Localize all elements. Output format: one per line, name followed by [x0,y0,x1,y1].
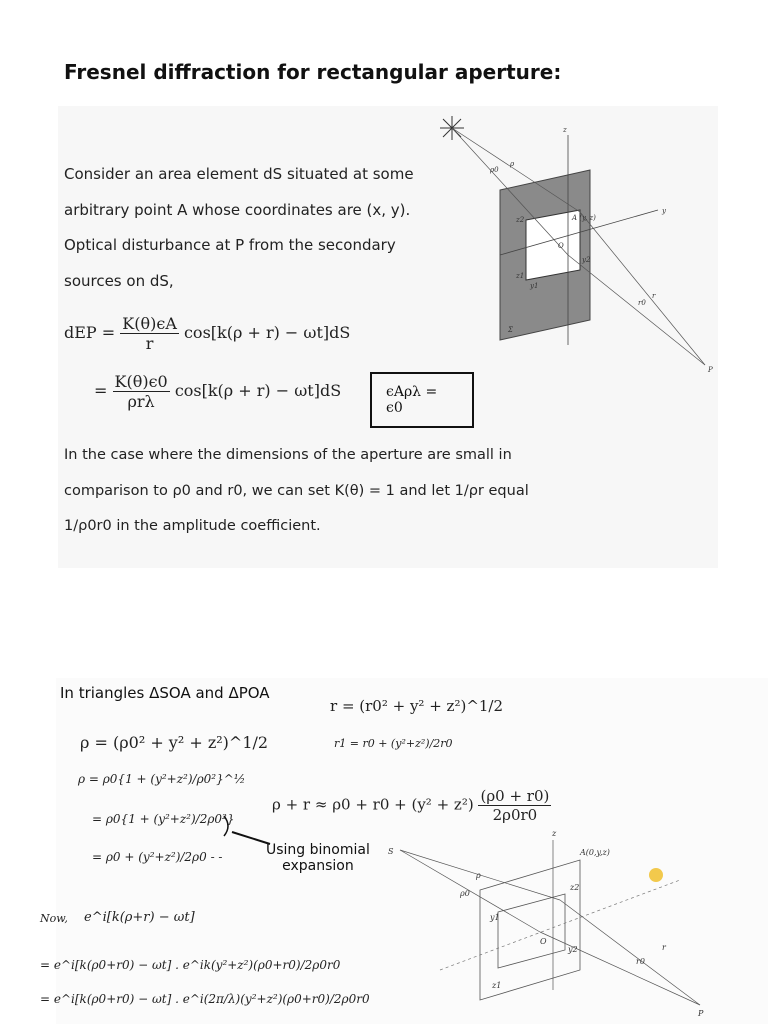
eq2-numerator: K(θ)ϵ0 [114,372,168,391]
label2-y2: y2 [568,945,578,954]
eq2-rest: cos[k(ρ + r) − ωt]dS [174,381,342,400]
eq1-denominator: r [145,334,154,353]
sum-fraction [478,787,551,824]
case-paragraph [64,438,664,545]
page-title: Fresnel diffraction for rectangular aperture: [64,60,562,84]
ray-r0-2 [540,932,700,1005]
rho-equation: ρ = (ρ0² + y² + z²)^1/2 [80,733,269,752]
emoji-icon [649,868,663,882]
equation-dEp [64,314,350,353]
sum-denominator: 2ρ0r0 [492,806,538,824]
label2-S: S [388,847,394,856]
label-O: O [558,242,564,250]
label-y: y [662,207,666,215]
hand-e2: = e^i[k(ρ0+r0) − ωt] . e^ik(y²+z²)(ρ0+r0)/2ρ0r0 [40,958,341,972]
eq2-denominator: ρrλ [127,392,155,411]
sum-numerator: (ρ0 + r0) [480,787,550,805]
case-line-1: In the case where the dimensions of the aperture are small in [64,447,512,463]
label-A: A (y, z) [572,214,596,222]
label2-A: A(0,y,z) [580,848,610,857]
label2-z2: z2 [570,883,580,892]
hand-p3: = ρ0 + (y²+z²)/2ρ0 - - [92,850,223,864]
label-z2: z2 [516,216,525,224]
label2-z1: z1 [492,981,502,990]
label2-rho0: ρ0 [460,889,470,898]
intro-line-1: Consider an area element dS situated at some [64,165,414,183]
hand-e1: e^i[k(ρ+r) − ωt] [84,910,195,925]
hand-p2: = ρ0{1 + (y²+z²)/2ρ0²} [92,812,235,826]
label-sigma: Σ [508,326,513,334]
label2-P: P [698,1009,704,1018]
binomial-note [266,842,370,874]
label2-r0: r0 [636,957,645,966]
case-line-3: 1/ρ0r0 in the amplitude coefficient. [64,518,321,534]
sum-equation-main: ρ + r ≈ ρ0 + r0 + (y² + z²) [272,795,474,814]
intro-line-4: sources on dS, [64,271,174,290]
eq1-numerator: K(θ)ϵA [122,314,177,333]
triangles-heading: In triangles ΔSOA and ΔPOA [60,684,270,702]
aperture-outline [498,894,565,968]
label-rho0: ρ0 [490,166,499,174]
sum-equation [272,787,551,824]
eq1-fraction [120,314,179,353]
binomial-line-2: expansion [282,858,354,874]
hand-r1: r1 = r0 + (y²+z²)/2r0 [334,737,453,750]
label2-z: z [552,829,557,838]
hand-e3: = e^i[k(ρ0+r0) − ωt] . e^i(2π/λ)(y²+z²)(ρ0+r0)/2ρ0r0 [40,992,370,1006]
aperture-diagram [430,110,720,390]
eq2-fraction [113,372,170,411]
label-z1: z1 [516,272,525,280]
binomial-line-1: Using binomial [266,842,370,858]
label-rho: ρ [510,160,515,168]
label-z: z [563,126,567,134]
ray-r [580,212,705,365]
label-P: P [708,366,713,374]
label2-rho: ρ [476,871,481,880]
hand-now: Now, [40,912,68,925]
intro-paragraph [64,157,464,299]
label-r: r [652,292,656,300]
eq1-rest: cos[k(ρ + r) − ωt]dS [183,323,351,342]
boxed-equation: ϵAρλ = ϵ0 [370,372,474,428]
equation-dEp-simplified [94,372,341,411]
label-r0: r0 [638,299,646,307]
label-y2: y2 [582,256,591,264]
eq2-lhs: = [94,381,108,400]
geometry-diagram [380,820,710,1020]
intro-line-3: Optical disturbance at P from the secondary [64,236,396,254]
case-line-2: comparison to ρ0 and r0, we can set K(θ) = 1 and let 1/ρr equal [64,482,529,499]
hand-p1: ρ = ρ0{1 + (y²+z²)/ρ0²}^½ [78,772,246,786]
intro-line-2: arbitrary point A whose coordinates are (x, y). [64,200,411,219]
label2-r: r [662,943,666,952]
label-y1: y1 [530,282,539,290]
r-equation: r = (r0² + y² + z²)^1/2 [330,697,504,715]
label2-O: O [540,937,547,946]
label2-y1: y1 [490,913,500,922]
ray-rho0-2 [400,850,540,932]
ray-r-2 [560,900,700,1005]
eq1-lhs: dEP = [64,323,116,342]
